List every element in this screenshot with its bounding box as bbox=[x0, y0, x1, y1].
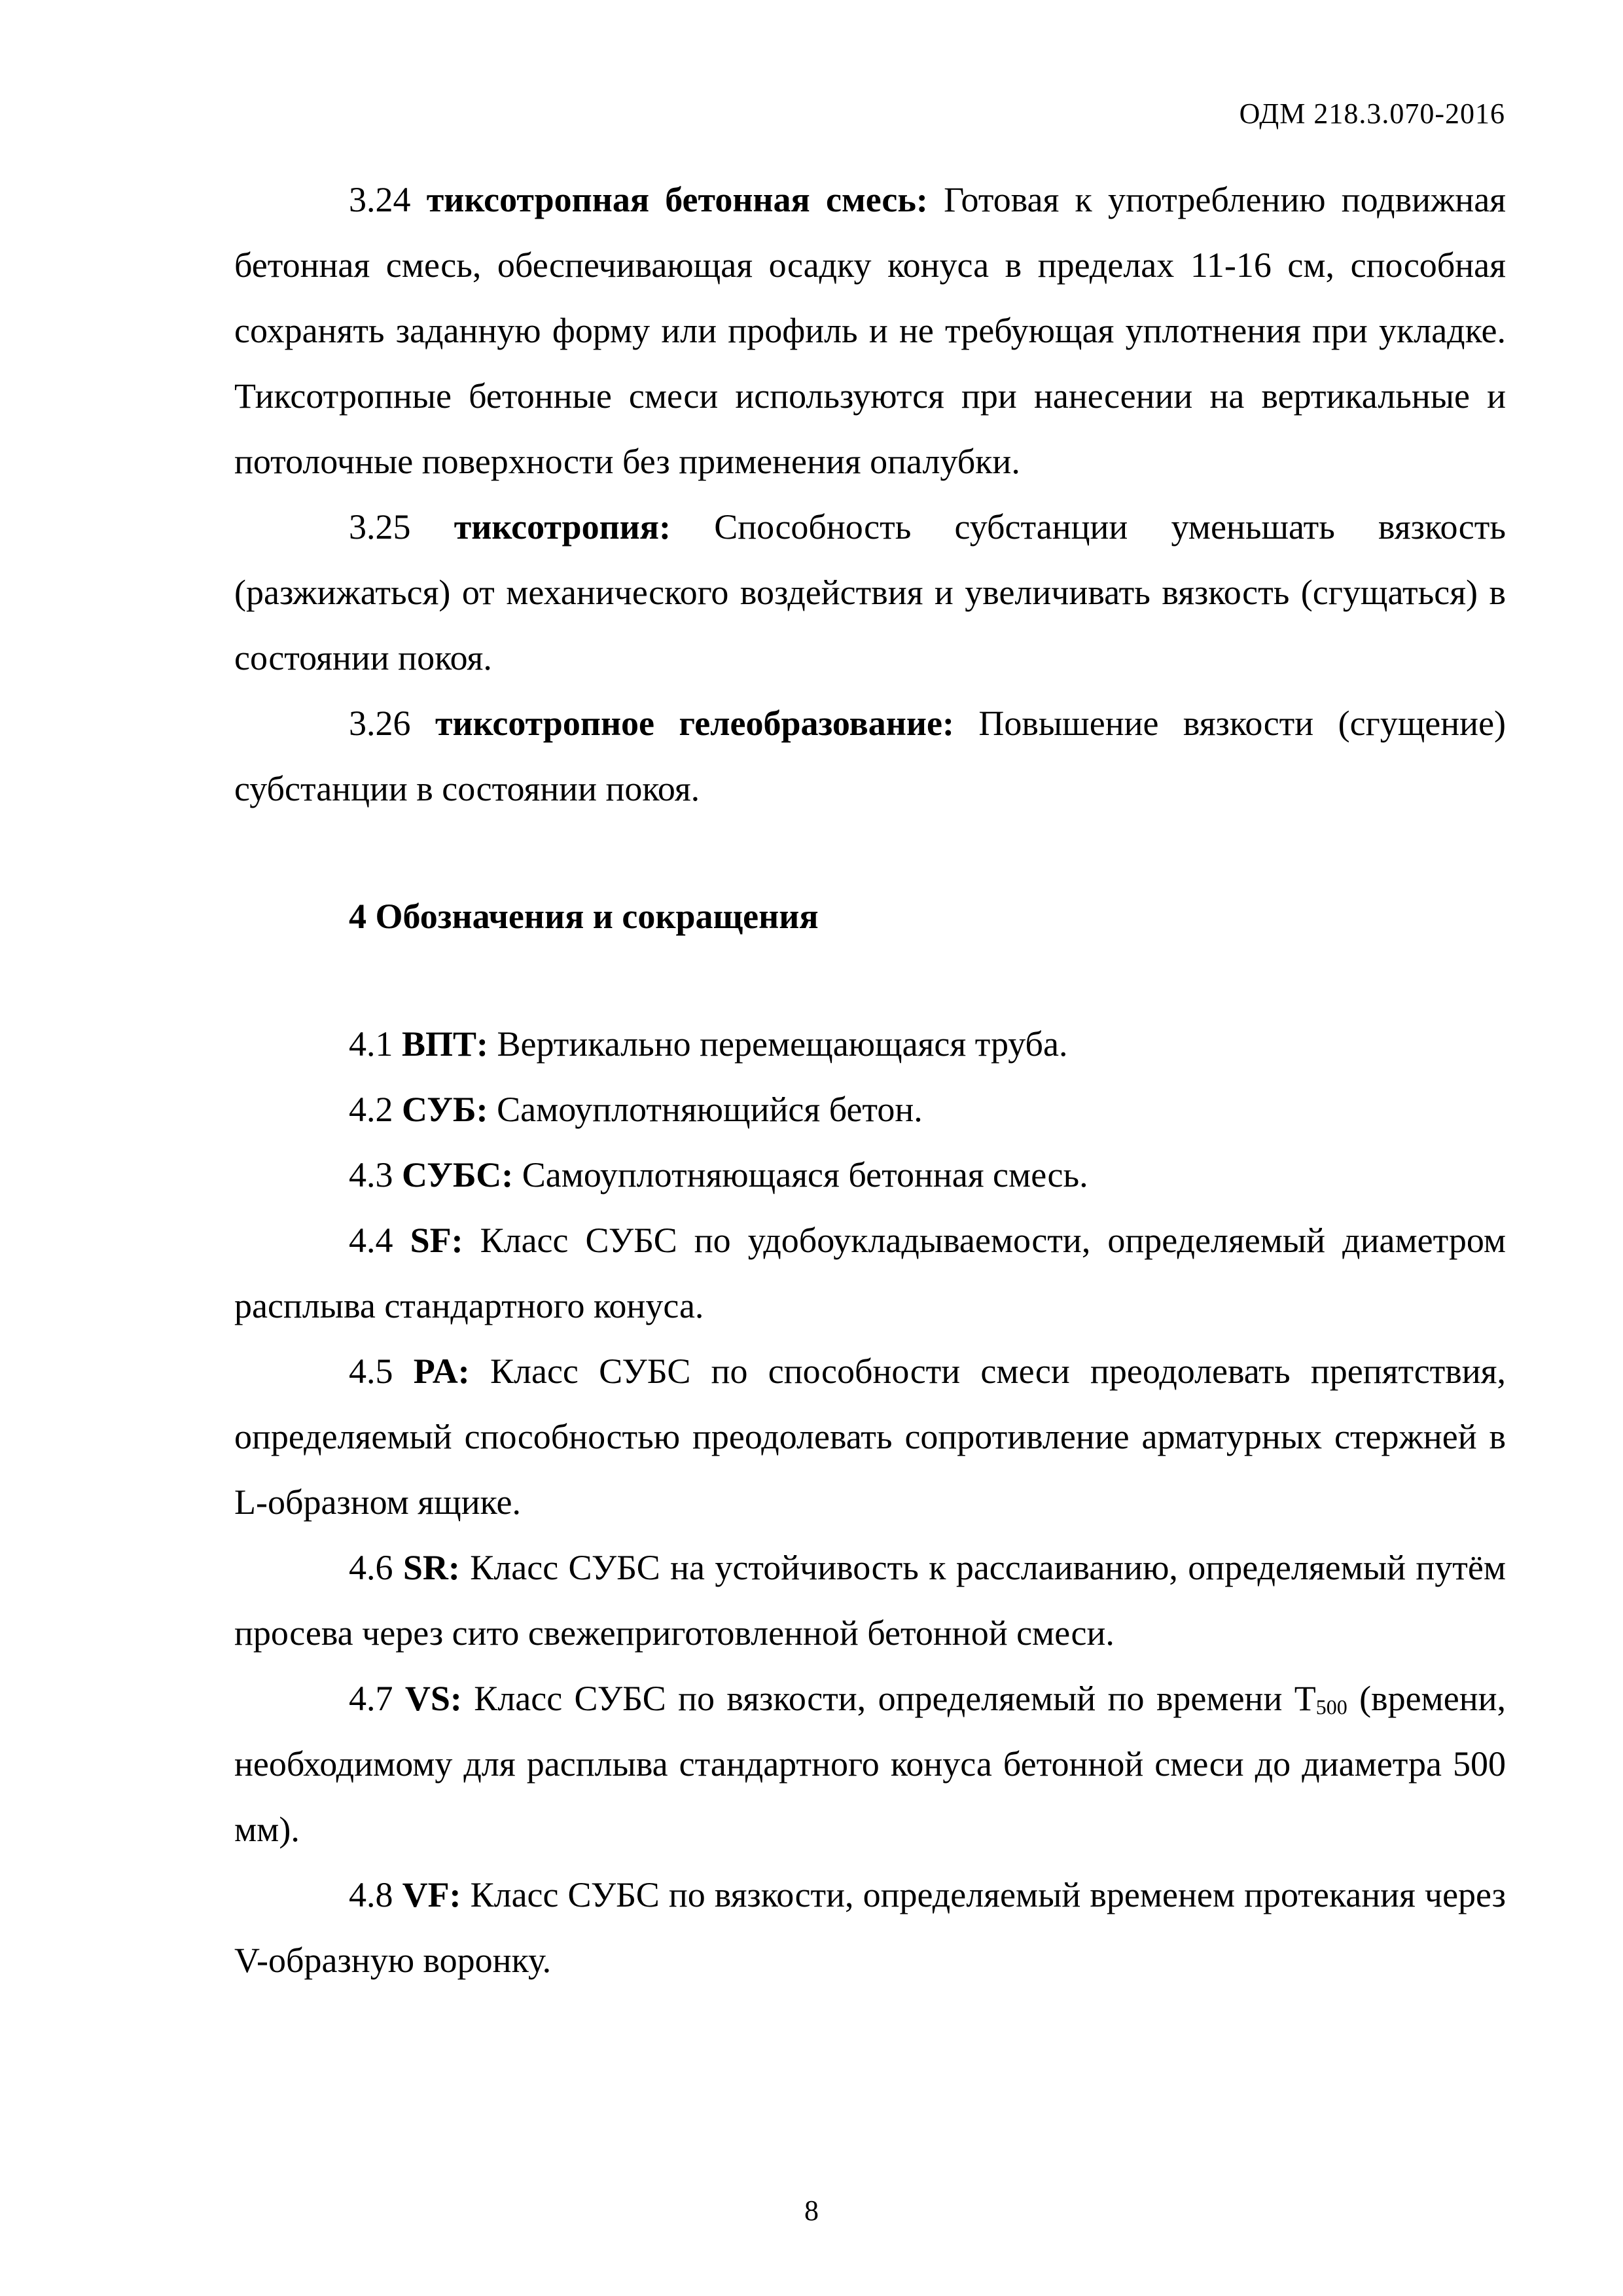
abbr-definition: Класс СУБС по удобоукладываемости, определяемый диаметром расплыва стандартного конуса. bbox=[234, 1221, 1507, 1325]
abbr-title: PA: bbox=[413, 1352, 470, 1391]
abbr-definition: Вертикально перемещающаяся труба. bbox=[497, 1024, 1068, 1064]
abbr-definition: Самоуплотняющийся бетон. bbox=[497, 1090, 923, 1129]
abbr-definition: Класс СУБС на устойчивость к расслаиванию, определяемый путём просева через сито свежеприготовленной бетонной смеси. bbox=[234, 1548, 1507, 1653]
abbr-definition: Класс СУБС по вязкости, определяемый по времени Т bbox=[474, 1679, 1316, 1718]
abbr-4-1 bbox=[234, 1011, 1506, 1077]
abbr-definition: Класс СУБС по способности смеси преодолевать препятствия, определяемый способностью преодолевать сопротивление арматурных стержней в L-образном ящике. bbox=[234, 1352, 1507, 1522]
term-number: 3.26 bbox=[349, 704, 411, 743]
abbr-number: 4.7 bbox=[349, 1679, 393, 1718]
abbr-4-2 bbox=[234, 1077, 1506, 1142]
term-definition: Повышение вязкости (сгущение) субстанции в состоянии покоя. bbox=[234, 704, 1507, 808]
page-number: 8 bbox=[804, 2195, 819, 2227]
term-definition: Готовая к употреблению подвижная бетонная смесь, обеспечивающая осадку конуса в пределах 11-16 см, способная сохранять заданную форму или профиль и не требующая уплотнения при укладке. Тиксотропные бетонные смеси используются при нанесении на вертикальные и потолочные поверхности без применения опалубки. bbox=[234, 180, 1507, 481]
term-number: 3.24 bbox=[349, 180, 411, 219]
abbr-number: 4.1 bbox=[349, 1024, 393, 1064]
abbr-number: 4.5 bbox=[349, 1352, 393, 1391]
abbr-title: СУБС: bbox=[402, 1155, 514, 1194]
term-title: тиксотропия: bbox=[454, 507, 671, 547]
abbr-4-4 bbox=[234, 1208, 1506, 1338]
term-title: тиксотропное гелеобразование: bbox=[435, 704, 954, 743]
abbr-title: СУБ: bbox=[402, 1090, 488, 1129]
abbr-title: SR: bbox=[402, 1548, 460, 1587]
abbr-title: SF: bbox=[410, 1221, 463, 1260]
abbr-definition: Самоуплотняющаяся бетонная смесь. bbox=[522, 1155, 1088, 1194]
abbr-4-3 bbox=[234, 1142, 1506, 1208]
document-code: ОДМ 218.3.070-2016 bbox=[1239, 98, 1505, 130]
term-number: 3.25 bbox=[349, 507, 411, 547]
page-content bbox=[234, 167, 1506, 1993]
abbr-title: VF: bbox=[402, 1875, 461, 1914]
abbr-definition: Класс СУБС по вязкости, определяемый временем протекания через V-образную воронку. bbox=[234, 1875, 1507, 1980]
section-heading: 4 Обозначения и сокращения bbox=[349, 897, 819, 936]
abbr-4-5 bbox=[234, 1338, 1506, 1535]
abbr-definition-cont: (времени, необходимому для расплыва стандартного конуса бетонной смеси до диаметра 500 мм). bbox=[234, 1679, 1506, 1849]
term-definition: Способность субстанции уменьшать вязкость (разжижаться) от механического воздействия и увеличивать вязкость (сгущаться) в состоянии покоя. bbox=[234, 507, 1507, 677]
abbr-number: 4.2 bbox=[349, 1090, 393, 1129]
term-3-24 bbox=[234, 167, 1506, 494]
abbr-number: 4.8 bbox=[349, 1875, 393, 1914]
abbr-title: VS: bbox=[404, 1679, 462, 1718]
abbr-number: 4.3 bbox=[349, 1155, 393, 1194]
term-title: тиксотропная бетонная смесь: bbox=[426, 180, 928, 219]
abbr-4-8 bbox=[234, 1862, 1506, 1993]
abbr-title: ВПТ: bbox=[402, 1024, 489, 1064]
abbr-number: 4.4 bbox=[349, 1221, 393, 1260]
abbr-4-6 bbox=[234, 1535, 1506, 1666]
abbr-number: 4.6 bbox=[349, 1548, 393, 1587]
subscript: 500 bbox=[1315, 1695, 1347, 1719]
term-3-25 bbox=[234, 494, 1506, 691]
abbr-4-7 bbox=[234, 1666, 1506, 1862]
term-3-26 bbox=[234, 691, 1506, 821]
